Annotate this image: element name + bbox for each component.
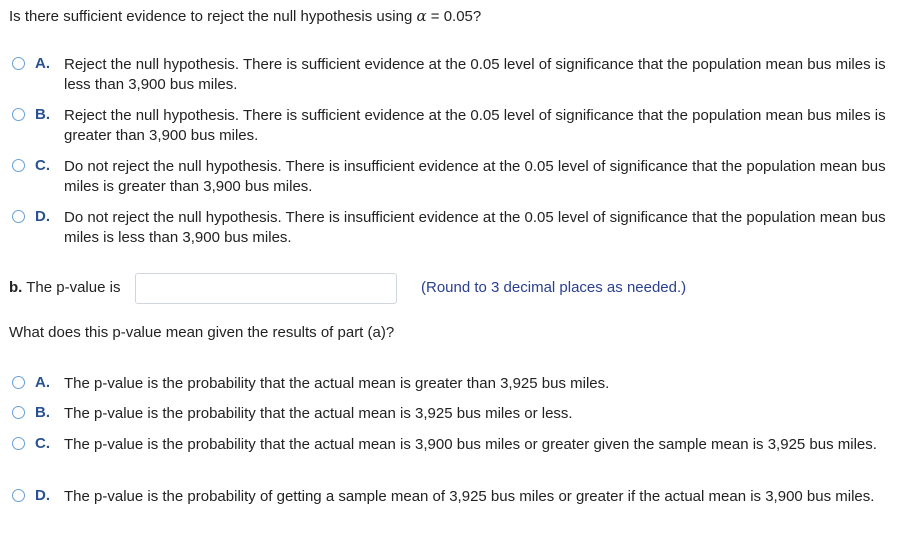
p-value-label-text: The p-value is	[22, 279, 121, 296]
radio-button[interactable]	[12, 489, 25, 502]
part-b-option-c[interactable]	[9, 435, 904, 475]
option-text: Reject the null hypothesis. There is sufficient evidence at the 0.05 level of significance that the population mean bus miles is less than 3,900 bus miles.	[64, 56, 886, 93]
option-letter: B.	[35, 404, 50, 421]
part-a-option-a[interactable]	[9, 55, 904, 95]
radio-button[interactable]	[12, 57, 25, 70]
p-value-label	[9, 279, 120, 296]
alpha-symbol: α	[416, 7, 427, 25]
part-a-option-d[interactable]	[9, 208, 904, 248]
p-value-input[interactable]	[135, 273, 397, 304]
part-a-option-b[interactable]	[9, 106, 904, 146]
part-a-option-c[interactable]	[9, 157, 904, 197]
option-text: The p-value is the probability that the actual mean is 3,900 bus miles or greater given the sample mean is 3,925 bus miles.	[64, 436, 877, 453]
radio-button[interactable]	[12, 108, 25, 121]
option-text: Reject the null hypothesis. There is sufficient evidence at the 0.05 level of significance that the population mean bus miles is greater than 3,900 bus miles.	[64, 107, 886, 144]
option-text: The p-value is the probability of getting a sample mean of 3,925 bus miles or greater if the actual mean is 3,900 bus miles.	[64, 488, 875, 505]
radio-button[interactable]	[12, 159, 25, 172]
part-b-option-b[interactable]	[9, 404, 904, 424]
option-letter: B.	[35, 106, 50, 123]
option-letter: C.	[35, 157, 50, 174]
option-text: Do not reject the null hypothesis. There is insufficient evidence at the 0.05 level of significance that the population mean bus miles is greater than 3,900 bus miles.	[64, 158, 886, 195]
radio-button[interactable]	[12, 376, 25, 389]
part-b-marker: b.	[9, 279, 23, 296]
radio-button[interactable]	[12, 210, 25, 223]
part-a-question	[9, 7, 481, 25]
option-text: Do not reject the null hypothesis. There is insufficient evidence at the 0.05 level of significance that the population mean bus miles is less than 3,900 bus miles.	[64, 209, 886, 246]
part-a-question-suffix: = 0.05?	[426, 8, 482, 25]
option-text: The p-value is the probability that the actual mean is greater than 3,925 bus miles.	[64, 375, 610, 392]
radio-button[interactable]	[12, 437, 25, 450]
part-b-option-a[interactable]	[9, 374, 904, 394]
part-b-option-d[interactable]	[9, 487, 904, 527]
part-b-question: What does this p-value mean given the results of part (a)?	[9, 324, 395, 341]
option-text: The p-value is the probability that the actual mean is 3,925 bus miles or less.	[64, 405, 573, 422]
option-letter: D.	[35, 487, 50, 504]
option-letter: C.	[35, 435, 50, 452]
option-letter: A.	[35, 55, 50, 72]
part-a-question-prefix: Is there sufficient evidence to reject the null hypothesis using	[9, 8, 417, 25]
radio-button[interactable]	[12, 406, 25, 419]
rounding-hint: (Round to 3 decimal places as needed.)	[421, 279, 687, 296]
option-letter: D.	[35, 208, 50, 225]
option-letter: A.	[35, 374, 50, 391]
